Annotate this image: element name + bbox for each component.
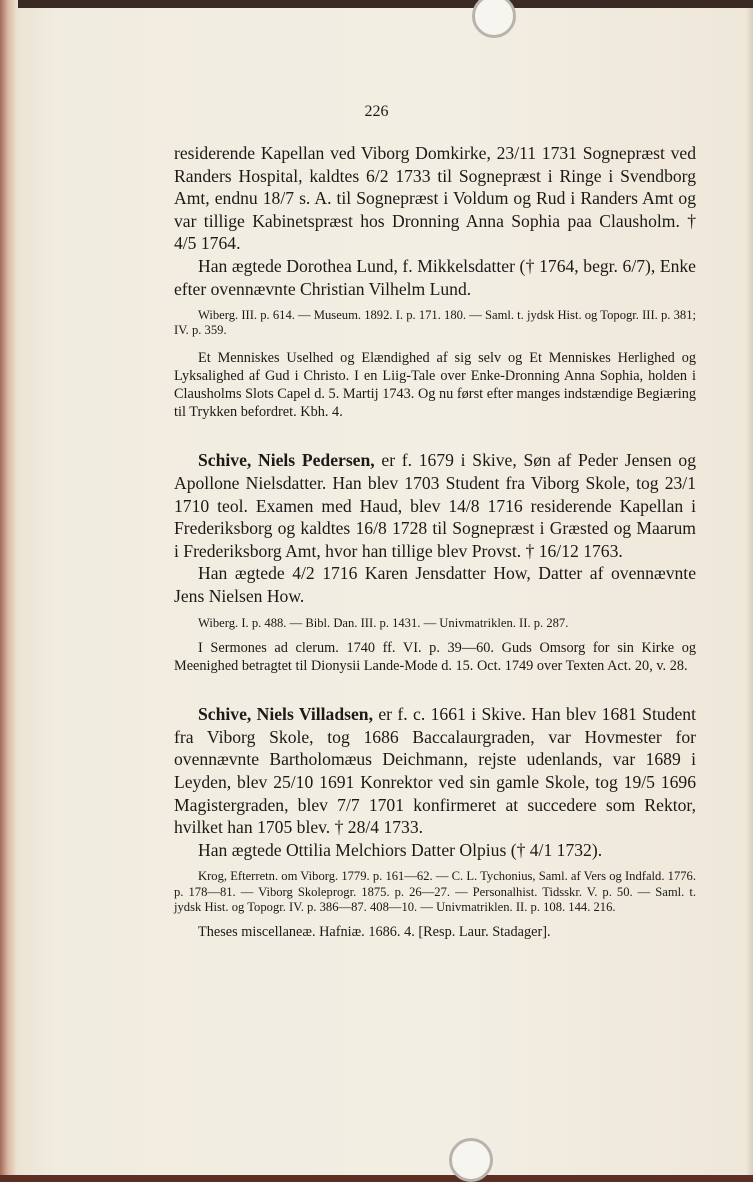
book-spine-edge [0, 0, 18, 1175]
binder-ring-bottom-icon [449, 1138, 493, 1182]
continued-entry-works: Et Menniskes Uselhed og Elændighed af sig selv og Et Menniskes Herlighed og Lyksalighed af Gud i Christo. I en Liig-Tale over Enke-Dronning Anna Sophia, holden i Clausholms Slots Capel d. 5. Martij 1743. Og nu først efter manges indstændige Begiæring til Trykken befordret. Kbh. 4. [174, 349, 696, 421]
entry-niels-pedersen [174, 449, 696, 562]
entry-name: Schive, Niels Pedersen, [198, 450, 375, 471]
page-right-edge [747, 8, 753, 1175]
entry-sources: Wiberg. I. p. 488. — Bibl. Dan. III. p. 1431. — Univmatriklen. II. p. 287. [198, 615, 569, 630]
entry-works: I Sermones ad clerum. 1740 ff. VI. p. 39—60. Guds Omsorg for sin Kirke og Meenighed betragtet til Dionysii Lande-Mode d. 15. Oct. 1749 over Texten Act. 20, v. 28. [174, 639, 696, 674]
entry-marriage: Han ægtede 4/2 1716 Karen Jensdatter How, Datter af ovennævnte Jens Nielsen How. [174, 563, 696, 606]
page-number: 226 [364, 103, 389, 120]
entry-text: er f. c. 1661 i Skive. Han blev 1681 Student fra Viborg Skole, tog 1686 Baccalaurgraden, var Hovmester for ovennævnte Bartholomæus Deichmann, rejste udenlands, var 1689 i Leyden, blev 25/10 1691 Konrektor ved sin gamle Skole, tog 19/5 1696 Magistergraden, blev 7/7 1701 konfirmeret at succedere som Rektor, hvilket han 1705 blev. † 28/4 1733. [174, 704, 696, 838]
continued-entry-paragraph: residerende Kapellan ved Viborg Domkirke, 23/11 1731 Sognepræst ved Randers Hospital, kaldtes 6/2 1733 til Sognepræst i Ringe i Svendborg Amt, endnu 18/7 s. A. til Sognepræst i Voldum og Rud i Randers Amt og var tillige Kabinetspræst hos Dronning Anna Sophia paa Clausholm. † 4/5 1764. [174, 143, 696, 254]
entry-sources: Krog, Efterretn. om Viborg. 1779. p. 161—62. — C. L. Tychonius, Saml. af Vers og Indfald. 1776. p. 178—81. — Viborg Skoleprogr. 1875. p. 26—27. — Personalhist. Tidsskr. V. p. 50. — Saml. t. jydsk Hist. og Topogr. IV. p. 386—87. 408—10. — Univmatriklen. II. p. 108. 144. 216. [174, 869, 696, 914]
entry-works: Theses miscellaneæ. Hafniæ. 1686. 4. [Resp. Laur. Stadager]. [198, 923, 551, 940]
entry-niels-villadsen [174, 703, 696, 839]
entry-text: er f. 1679 i Skive, Søn af Peder Jensen og Apollone Nielsdatter. Han blev 1703 Student fra Viborg Skole, tog 23/1 1710 teol. Examen med Haud, blev 14/8 1716 residerende Kapellan i Frederiksborg og kaldtes 16/8 1728 til Sognepræst i Græsted og Maarum i Frederiksborg Amt, hvor han tillige blev Provst. † 16/12 1763. [174, 450, 696, 561]
page-content [174, 142, 696, 941]
entry-marriage: Han ægtede Ottilia Melchiors Datter Olpius († 4/1 1732). [198, 839, 603, 860]
continued-entry-sources: Wiberg. III. p. 614. — Museum. 1892. I. p. 171. 180. — Saml. t. jydsk Hist. og Topogr. III. p. 381; IV. p. 359. [174, 308, 696, 338]
entry-name: Schive, Niels Villadsen, [198, 704, 373, 725]
continued-entry-marriage: Han ægtede Dorothea Lund, f. Mikkelsdatter († 1764, begr. 6/7), Enke efter ovennævnte Christian Vilhelm Lund. [174, 255, 696, 299]
